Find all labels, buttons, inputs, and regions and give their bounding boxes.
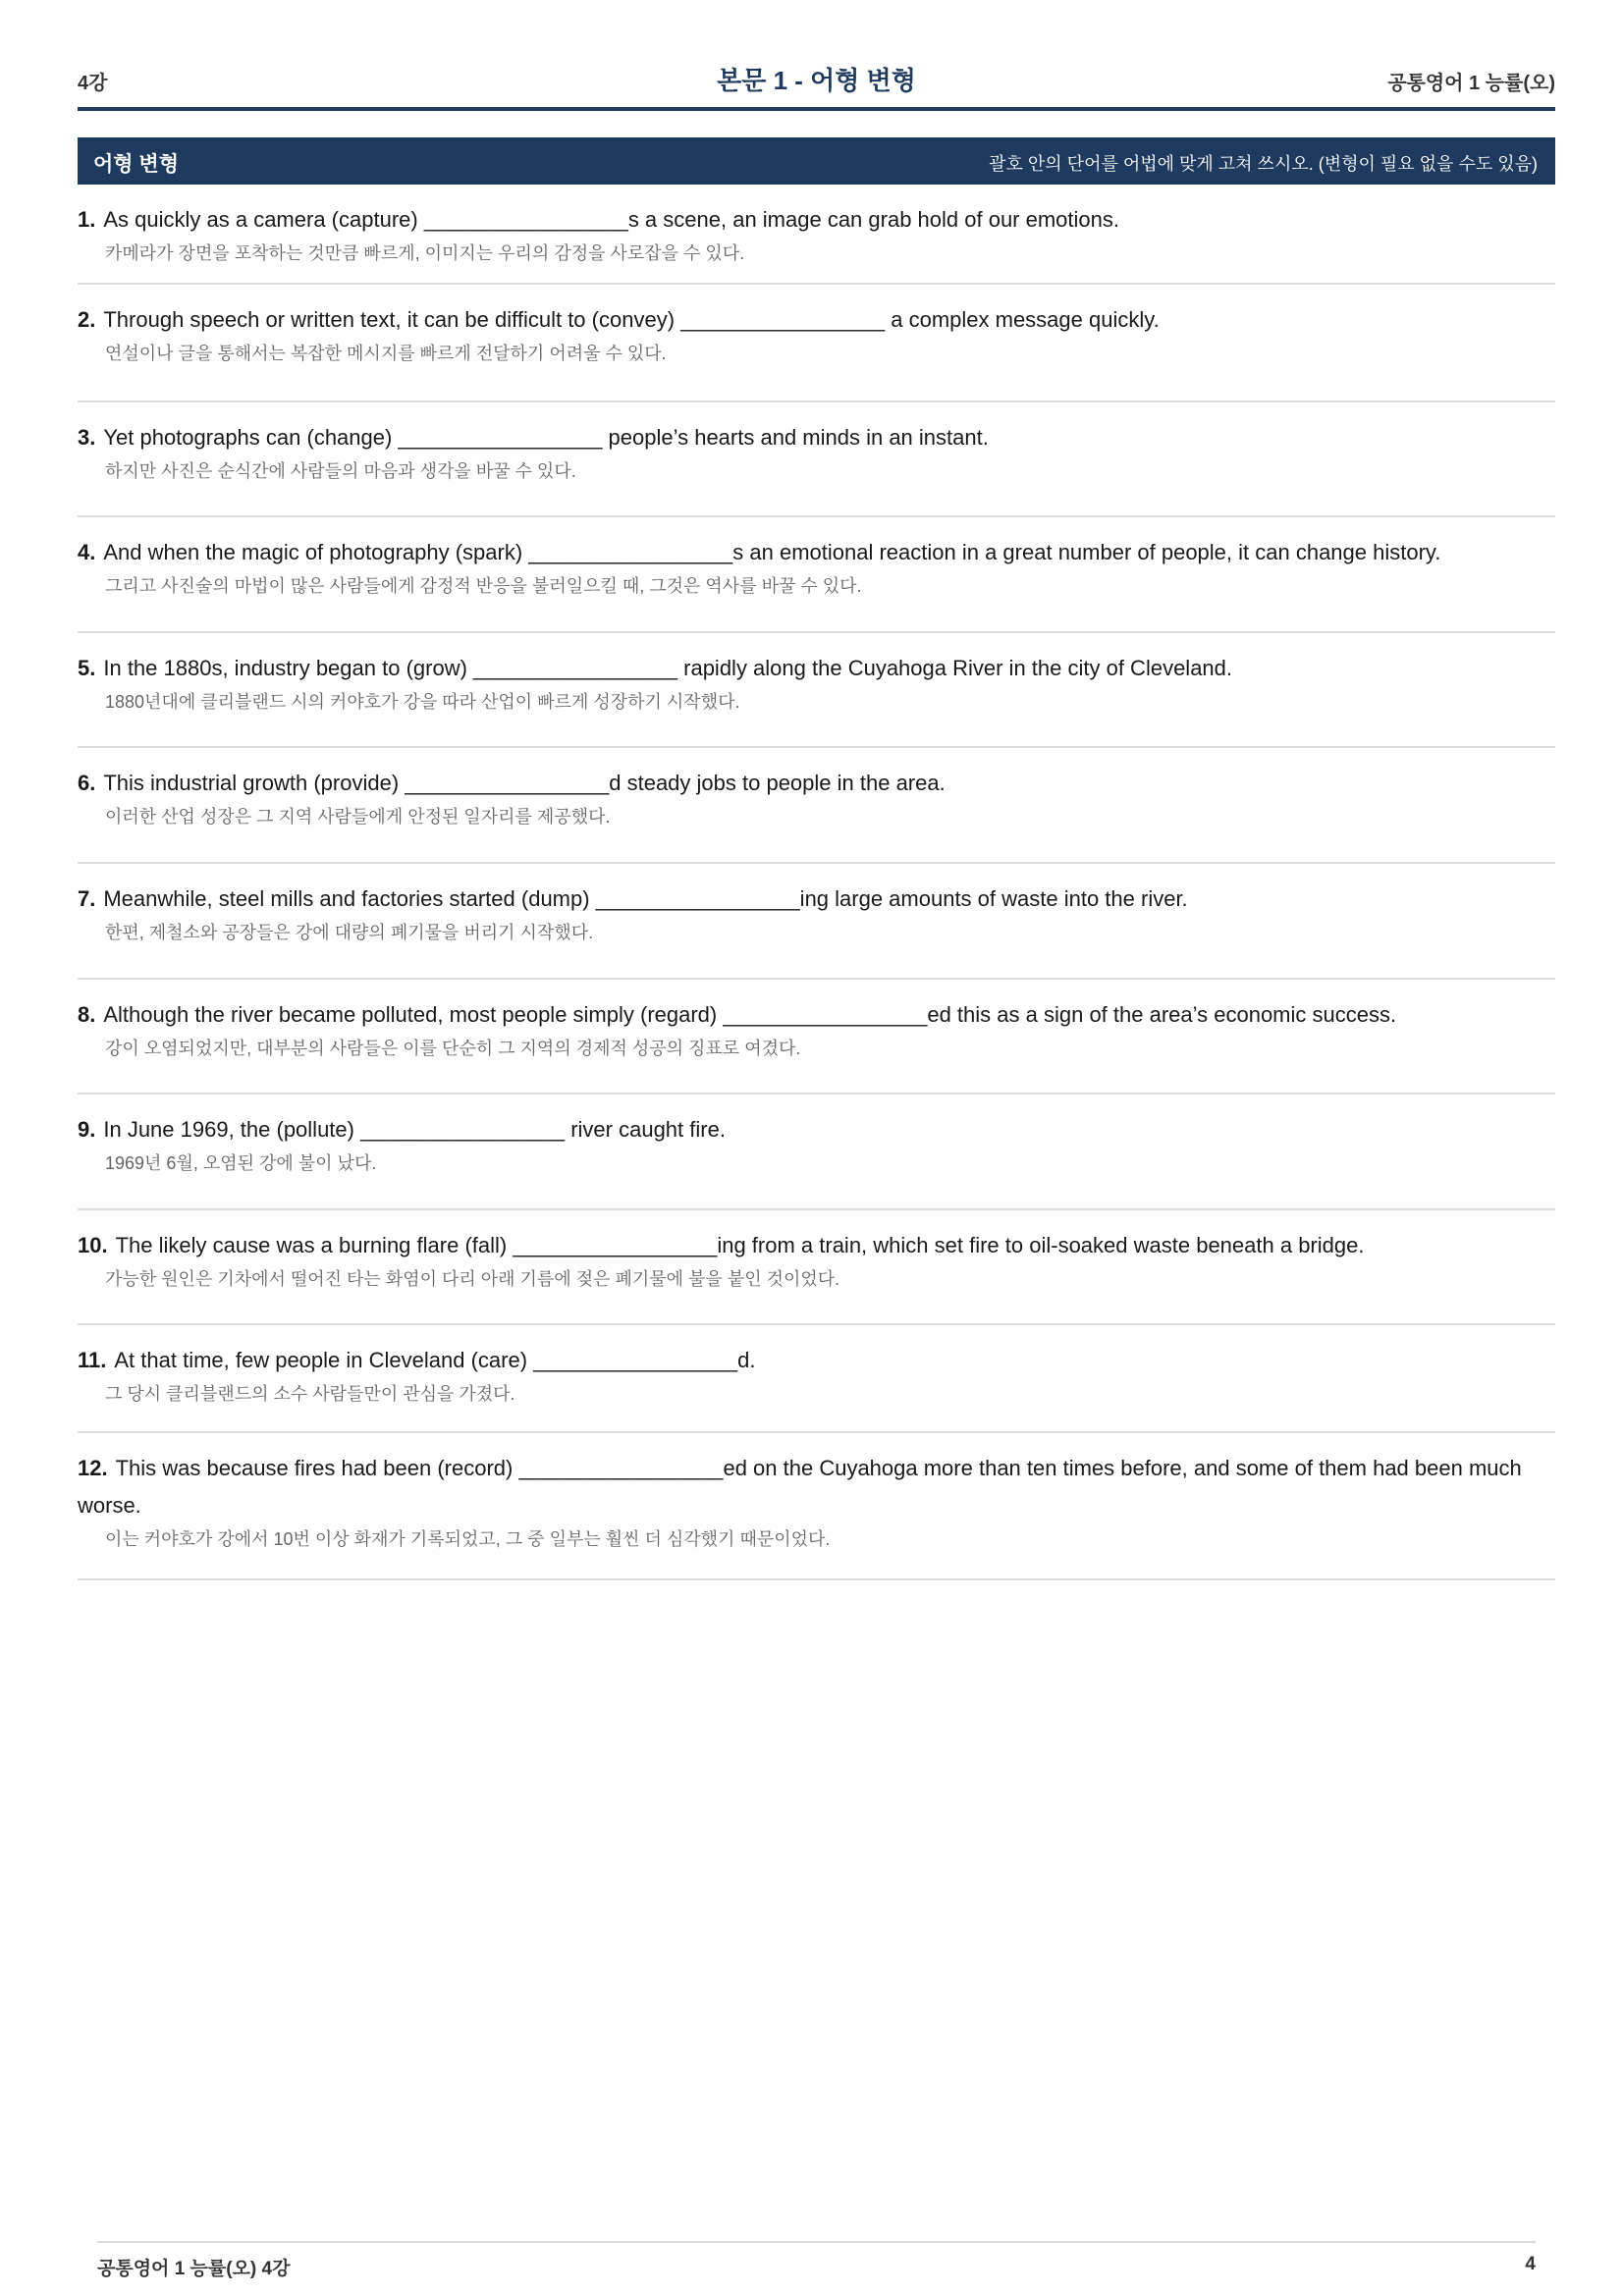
question-text [78, 881, 1555, 918]
question-number: 9. [78, 1117, 96, 1142]
question-item [78, 1210, 1555, 1325]
question-translation: 한편, 제철소와 공장들은 강에 대량의 폐기물을 버리기 시작했다. [105, 923, 594, 942]
footer-label: 공통영어 1 능률(오) 4강 [97, 2259, 291, 2279]
question-text [78, 765, 1555, 802]
question-sentence: In the 1880s, industry began to (grow) _________________ rapidly along the Cuyahoga River in the city of Cleveland. [103, 656, 1233, 680]
question-sentence: This was because fires had been (record) _________________ed on the Cuyahoga more than ten times before, and some of them had been much worse. [78, 1456, 1522, 1518]
question-number: 6. [78, 771, 96, 795]
question-translation: 가능한 원인은 기차에서 떨어진 타는 화염이 다리 아래 기름에 젖은 폐기물에 불을 붙인 것이었다. [105, 1269, 840, 1289]
header-divider [78, 107, 1555, 111]
question-item [78, 633, 1555, 748]
question-translation: 연설이나 글을 통해서는 복잡한 메시지를 빠르게 전달하기 어려울 수 있다. [105, 344, 667, 363]
question-item [78, 1433, 1555, 1580]
question-number: 1. [78, 207, 96, 232]
question-translation: 1969년 6월, 오염된 강에 불이 났다. [105, 1153, 377, 1173]
question-text [78, 419, 1555, 456]
page-number: 4 [1525, 2254, 1536, 2274]
question-number: 10. [78, 1233, 108, 1257]
question-text [78, 1111, 1555, 1148]
footer-divider [97, 2241, 1536, 2243]
question-item [78, 748, 1555, 864]
question-sentence: The likely cause was a burning flare (fall) _________________ing from a train, which set fire to oil-soaked waste beneath a bridge. [115, 1233, 1365, 1257]
question-translation: 1880년대에 클리블랜드 시의 커야호가 강을 따라 산업이 빠르게 성장하기 시작했다. [105, 692, 740, 712]
section-title: 어형 변형 [93, 153, 179, 176]
question-sentence: At that time, few people in Cleveland (care) _________________d. [114, 1348, 756, 1372]
question-text [78, 1227, 1555, 1264]
question-item [78, 980, 1555, 1095]
question-text [78, 201, 1555, 239]
question-sentence: In June 1969, the (pollute) _________________ river caught fire. [103, 1117, 726, 1142]
question-item [78, 864, 1555, 980]
question-item [78, 285, 1555, 402]
question-number: 11. [78, 1348, 107, 1372]
question-number: 3. [78, 425, 96, 450]
question-sentence: Yet photographs can (change) _________________ people’s hearts and minds in an instant. [103, 425, 989, 450]
question-item [78, 185, 1555, 285]
question-translation: 이는 커야호가 강에서 10번 이상 화재가 기록되었고, 그 중 일부는 훨씬 더 심각했기 때문이었다. [105, 1529, 831, 1549]
section-banner [78, 137, 1555, 185]
question-translation: 하지만 사진은 순식간에 사람들의 마음과 생각을 바꿀 수 있다. [105, 461, 576, 481]
question-sentence: Although the river became polluted, most people simply (regard) _________________ed this as a sign of the area’s economic success. [103, 1002, 1397, 1027]
question-text [78, 1450, 1555, 1524]
question-sentence: This industrial growth (provide) _________________d steady jobs to people in the area. [103, 771, 946, 795]
question-sentence: Meanwhile, steel mills and factories started (dump) _________________ing large amounts of waste into the river. [103, 886, 1188, 911]
question-translation: 그 당시 클리블랜드의 소수 사람들만이 관심을 가졌다. [105, 1384, 515, 1404]
question-text [78, 301, 1555, 339]
question-translation: 그리고 사진술의 마법이 많은 사람들에게 감정적 반응을 불러일으킬 때, 그것은 역사를 바꿀 수 있다. [105, 576, 862, 596]
question-number: 5. [78, 656, 96, 680]
question-sentence: As quickly as a camera (capture) _________________s a scene, an image can grab hold of our emotions. [103, 207, 1120, 232]
page-footer [97, 2254, 1536, 2283]
question-text [78, 1342, 1555, 1379]
question-item [78, 1325, 1555, 1433]
question-number: 12. [78, 1456, 108, 1480]
question-number: 4. [78, 540, 96, 564]
question-item [78, 517, 1555, 633]
page-title: 본문 1 - 어형 변형 [717, 66, 916, 95]
lesson-number: 4강 [78, 73, 108, 94]
question-sentence: And when the magic of photography (spark) _________________s an emotional reaction in a great number of people, it can change history. [103, 540, 1441, 564]
page-header [78, 61, 1555, 100]
question-translation: 강이 오염되었지만, 대부분의 사람들은 이를 단순히 그 지역의 경제적 성공의 징표로 여겼다. [105, 1039, 801, 1058]
question-item [78, 402, 1555, 517]
course-name: 공통영어 1 능률(오) [1387, 73, 1555, 94]
question-item [78, 1095, 1555, 1210]
question-text [78, 650, 1555, 687]
question-text [78, 996, 1555, 1034]
question-list [78, 185, 1555, 1580]
question-number: 7. [78, 886, 96, 911]
question-number: 2. [78, 307, 96, 332]
question-translation: 카메라가 장면을 포착하는 것만큼 빠르게, 이미지는 우리의 감정을 사로잡을 수 있다. [105, 243, 745, 263]
question-sentence: Through speech or written text, it can be difficult to (convey) _________________ a complex message quickly. [103, 307, 1160, 332]
question-translation: 이러한 산업 성장은 그 지역 사람들에게 안정된 일자리를 제공했다. [105, 807, 611, 827]
question-text [78, 534, 1555, 571]
section-instruction: 괄호 안의 단어를 어법에 맞게 고쳐 쓰시오. (변형이 필요 없을 수도 있음) [989, 154, 1538, 174]
question-number: 8. [78, 1002, 96, 1027]
